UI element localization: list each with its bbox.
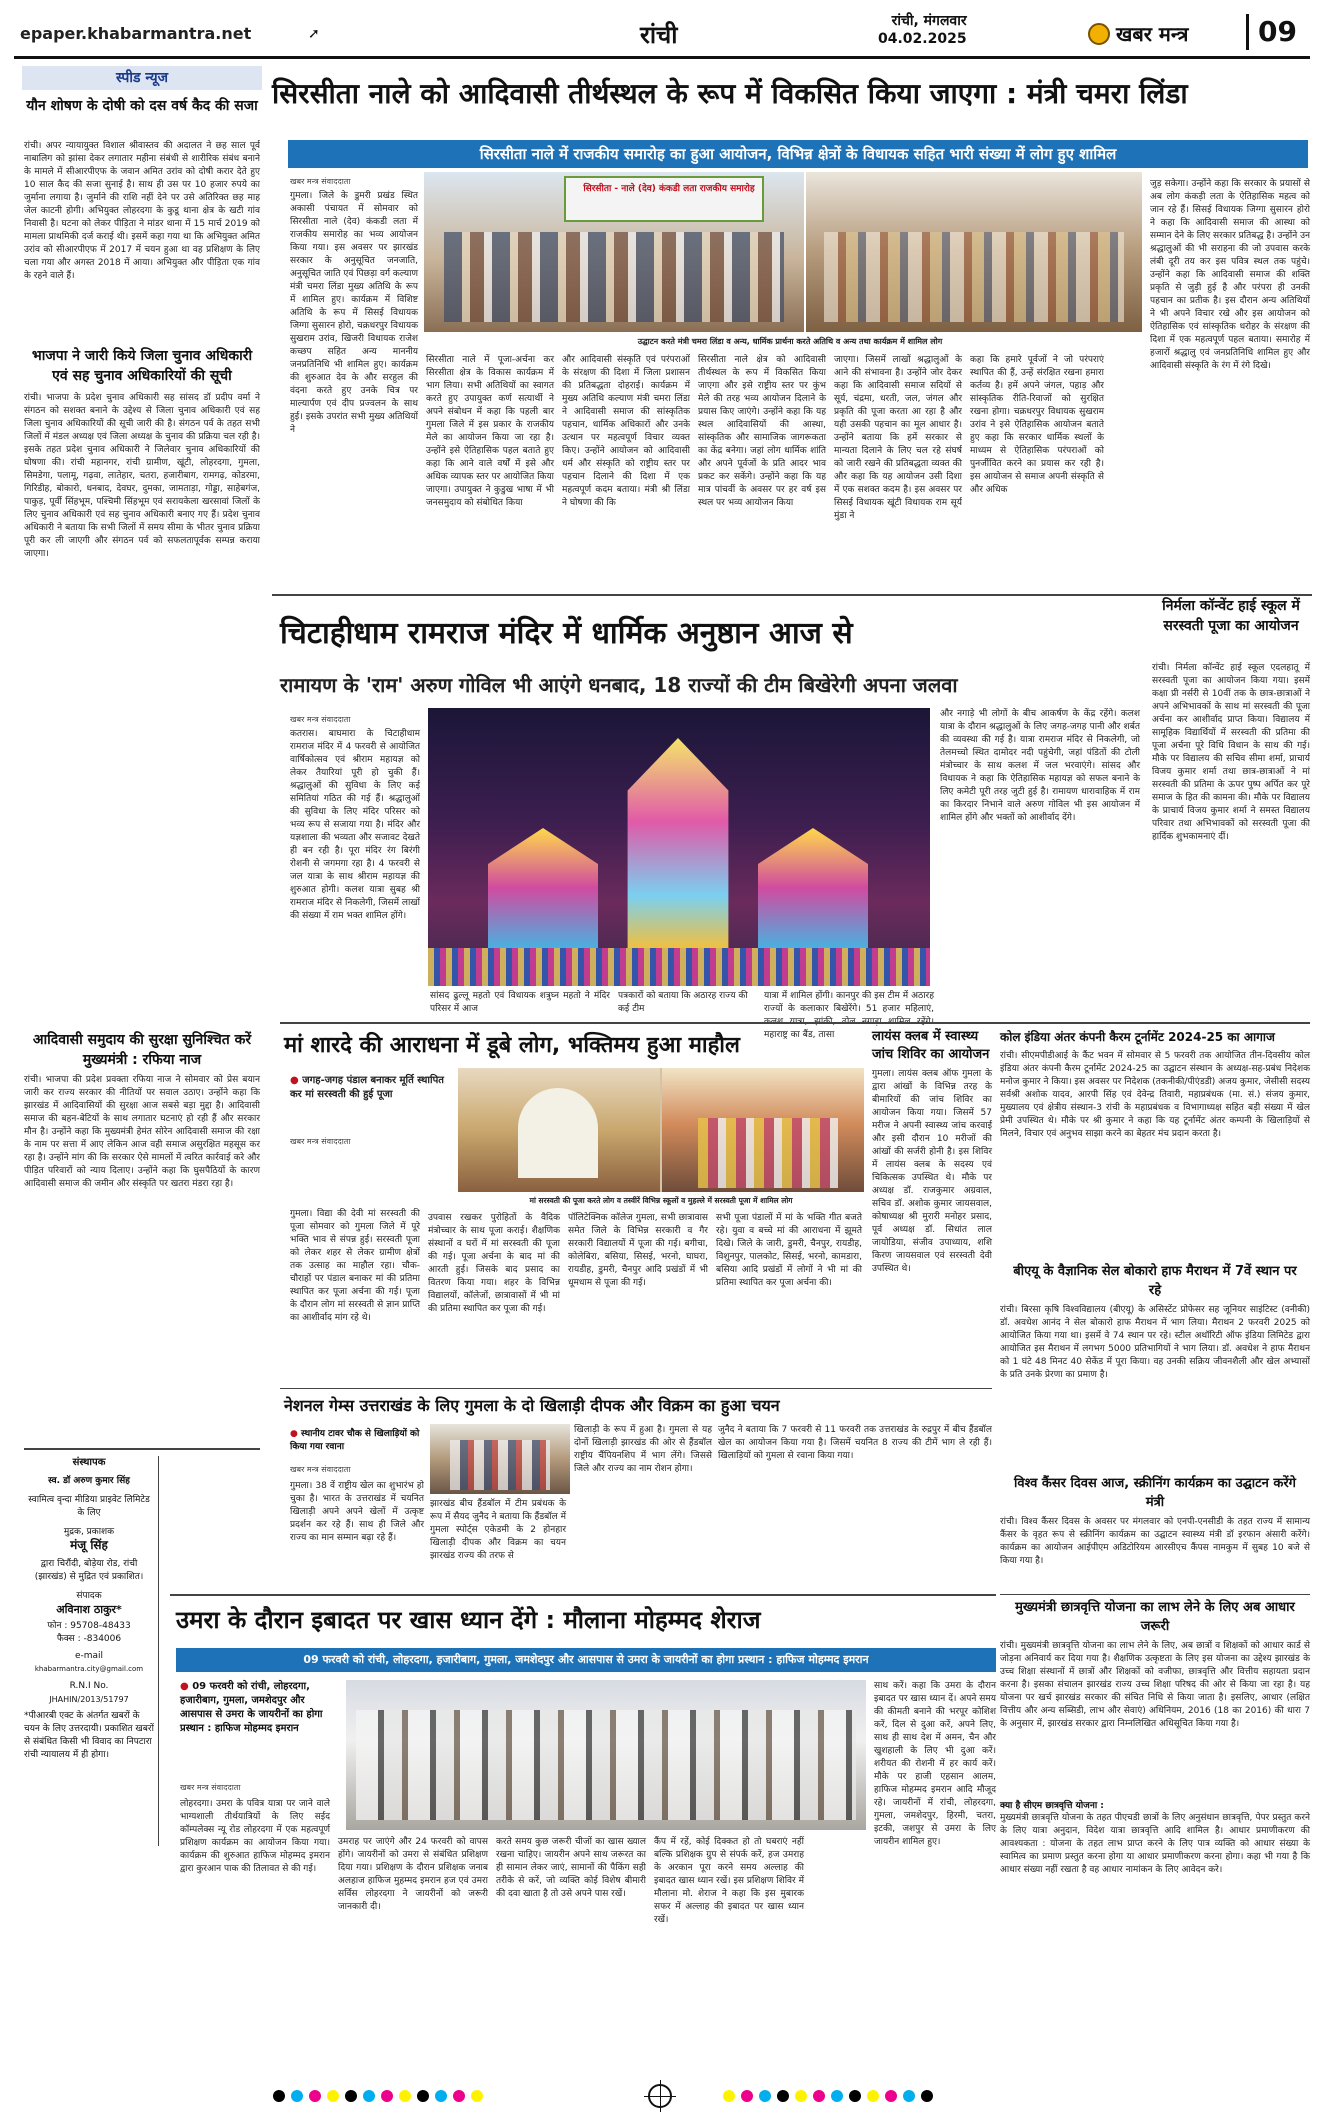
nirmala-body: रांची। निर्मला कॉन्वेंट हाई स्कूल एदलहातू में सरस्वती पूजा का आयोजन किया गया। इसमें कक्षा प्री नर्सरी से 10वीं तक के छात्र-छात्राओं ने अपने अभिभावकों के साथ मां सरस्वती की पूजा अर्चना कर आशीर्वाद प्राप्त किया। विद्यालय में सामूहिक विद्यार्थियों में सरस्वती की प्रतिमा की पूजा अर्चना पूरे विधि विधान के साथ की गई। मौके पर विद्यालय की सचिव सीमा शर्मा, प्राचार्य विजय कुमार शर्मा तथा छात्र-छात्राओं ने मां सरस्वती की प्रतिमा के ऊपर पुष्प अर्पित कर पूरे समाज के हित की कामना की। मौके पर विद्यालय के प्राचार्य विजय कुमार शर्मा ने समस्त विद्यालय परिवार तथा अभिभावकों को सरस्वती पूजा की हार्दिक शुभकामनाएं दीं।	[1152, 663, 1310, 842]
left-story2-body: रांची। भाजपा के प्रदेश चुनाव अधिकारी सह सांसद डॉ प्रदीप वर्मा ने संगठन को सशक्त बनाने के उद्देश्य से जिला चुनाव अधिकारी एवं सह जिला चुनाव अधिकारियों की सूची जारी की है। संगठन पर्व के तहत सभी जिलों में मंडल अध्यक्ष एवं जिला अध्यक्ष के चुनाव की प्रक्रिया चल रही है। इसके तहत प्रदेश चुनाव अधिकारी ने जिलेवार चुनाव अधिकारियों की घोषणा की। रांची महानगर, रांची ग्रामीण, खूंटी, लोहरदगा, गुमला, सिमडेगा, पलामू, गढ़वा, लातेहार, चतरा, हजारीबाग, रामगढ़, कोडरमा, गिरिडीह, बोकारो, धनबाद, देवघर, दुमका, जामताड़ा, गोड्डा, साहेबगंज, पाकुड़, पूर्वी सिंहभूम, पश्चिमी सिंहभूम एवं सरायकेला खरसावां जिलों के लिए चुनाव अधिकारी एवं सह चुनाव अधिकारी बनाए गए हैं। प्रदेश चुनाव अधिकारी ने बताया कि सभी जिलों में समय सीमा के भीतर चुनाव प्रक्रिया पूरी कर ली जाएगी और संगठन पर्व को सफलतापूर्वक सम्पन्न कराया जाएगा।	[24, 393, 260, 559]
scholar-top-rule	[1000, 1594, 1310, 1595]
maa-bullet-text: जगह-जगह पंडाल बनाकर मूर्ति स्थापित कर मां सरस्वती की हुई पूजा	[290, 1075, 444, 1100]
left-story1-title: यौन शोषण के दोषी को दस वर्ष कैद की सजा	[26, 98, 258, 114]
scholar-sub: क्या है सीएम छात्रवृत्ति योजना :	[1000, 1801, 1104, 1811]
brand-logo	[1088, 20, 1188, 47]
imprint-publisher-label: मुद्रक, प्रकाशक	[63, 1527, 115, 1537]
left-story3-body: रांची। भाजपा की प्रदेश प्रवक्ता रफिया नाज ने सोमवार को प्रेस बयान जारी कर राज्य सरकार की नीतियों पर सवाल उठाए। उन्होंने कहा कि झारखंड में आदिवासियों की सुरक्षा आज सबसे बड़ा मुद्दा है। आदिवासी समाज की बहन-बेटियों के साथ लगातार घटनाएं हो रही हैं और सरकार मौन है। उन्होंने कहा कि मुख्यमंत्री हेमंत सोरेन आदिवासी समाज की रक्षा के नाम पर सत्ता में आए लेकिन आज वही समाज असुरक्षित महसूस कर रहा है। उन्होंने मांग की कि सरकार ऐसे मामलों में त्वरित कार्रवाई करे और पीड़ित परिवारों को न्याय दिलाए। उन्होंने कहा कि घुसपैठियों के कारण आदिवासी समाज की जमीन और संस्कृति पर खतरा मंडरा रहा है।	[24, 1075, 260, 1189]
sirsita-photo	[424, 172, 1142, 332]
header-rule	[14, 56, 1310, 59]
chita-col3: यात्रा में शामिल होंगी। कानपुर की इस टीम में अठारह राज्यों के कलाकार बिखेरेंगे। 51 हजार महिलाएं, महाराष्ट्र का बैंड, तासा	[764, 991, 934, 1040]
scholar-body2: मुख्यमंत्री छात्रवृत्ति योजना के तहत पीएचडी छात्रों के लिए अनुसंधान छात्रवृत्ति, पेपर प्रस्तुत करने के लिए यात्रा अनुदान, विदेश यात्रा छात्रवृत्ति आदि शामिल है। आधार प्रमाणीकरण की आवश्यकता : योजना के तहत लाभ प्राप्त करने के लिए पात्र व्यक्ति को आधार संख्या के स्वामित्व का प्रमाण प्रस्तुत करना होगा या आधार प्रमाणीकरण करना होगा। कहा भी गया है कि आधार संख्या नहीं रखता है वह आधार नामांकन के लिए आवेदन करे।	[1000, 1813, 1310, 1875]
maa-col4: सभी पूजा पंडालों में मां के भक्ति गीत बजते रहे। युवा व बच्चे मां की आराधना में झूमते दिखे। जिले के जारी, डुमरी, चैनपुर, रायडीह, विशुनपुर, पालकोट, सिसई, भरनो, कामडारा, बसिया आदि प्रखंडों में लोगों ने भी मां की प्रतिमा स्थापित कर पूजा अर्चना की।	[716, 1213, 862, 1288]
national-col3: खिलाड़ी के रूप में हुआ है। गुमला से यह दोनों खिलाड़ी झारखंड की ओर से हैंडबॉल राष्ट्रीय चैंपियनशिप में भाग लेंगे। जिससे जिले और राज्य का नाम रोशन होगा।	[574, 1425, 712, 1474]
brand-name: खबर मन्त्र	[1116, 22, 1189, 46]
maa-col3: पॉलिटेक्निक कॉलेज गुमला, सभी छात्रावास समेत जिले के विभिन्न सरकारी व गैर सरकारी विद्यालयों में पूजा की गई। बगीचा, कोलेबिरा, बसिया, सिसई, भरनो, घाघरा, रायडीह, डुमरी, चैनपुर आदि प्रखंडों में भी धूमधाम से पूजा की गई।	[568, 1213, 708, 1288]
sirsita-col7: जुड़ सकेगा। उन्होंने कहा कि सरकार के प्रयासों से अब लोग कंकड़ी लता के ऐतिहासिक महत्व को जान रहे हैं। सिसई विधायक जिग्गा सुसारन होरो ने कहा कि आदिवासी समाज की आस्था को सम्मान देने के लिए सरकार प्रतिबद्ध है। उन्होंने उन श्रद्धालुओं की भी सराहना की जो उपवास करके लंबी दूरी तय कर इस पवित्र स्थल तक पहुंचे। उन्होंने कहा कि आदिवासी समाज की शक्ति प्रकृति से जुड़ी हुई है और परंपरा ही उनकी पहचान का प्रतीक है। इस दौरान अन्य अतिथियों ने भी अपने विचार रखे और इस आयोजन को ऐतिहासिक एवं सांस्कृतिक धरोहर के संरक्षण की दिशा में एक महत्वपूर्ण पहल बताया। समारोह में हजारों श्रद्धालु एवं जनप्रतिनिधि शामिल हुए और आदिवासी संस्कृति के रंग में रंगे दिखे।	[1150, 179, 1310, 371]
national-photo	[430, 1424, 570, 1494]
chita-col4: और नगाड़े भी लोगों के बीच आकर्षण के केंद्र रहेंगे। कलश यात्रा के दौरान श्रद्धालुओं के लिए जगह-जगह पानी और शर्बत की व्यवस्था की गई है। यात्रा रामराज मंदिर से निकलेगी, जो तेलमच्चो स्थित दामोदर नदी पहुंचेगी, जहां पंडितों की टोली मंत्रोच्चार के साथ कलश में जल भरवाएंगे। सांसद और विधायक ने कहा कि ऐतिहासिक महायज्ञ को सफल बनाने के लिए कमेटी पूरी तरह जुटी हुई है। रामायण धारावाहिक में राम का किरदार निभाने वाले अरुण गोविल भी इस आयोजन में शामिल होंगे और भक्तों को आशीर्वाद देंगे।	[940, 709, 1140, 823]
sirsita-col6: कहा कि हमारे पूर्वजों ने जो परंपराएं स्थापित की हैं, उन्हें संरक्षित रखना हमारा कर्तव्य है। हमें अपने जंगल, पहाड़ और सांस्कृतिक रीति-रिवाजों को सुरक्षित रखना होगा। चक्रधरपुर विधायक सुखराम उरांव ने इसे ऐतिहासिक आयोजन बताते हुए कहा कि सरकार धार्मिक स्थलों के माध्यम से ऐतिहासिक परंपराओं को पुनर्जीवित करने का प्रयास कर रही है। इस आयोजन से समाज अपनी संस्कृति से और अधिक	[970, 355, 1104, 495]
sirsita-headline: सिरसीता नाले को आदिवासी तीर्थस्थल के रूप में विकसित किया जाएगा : मंत्री चमरा लिंडा	[272, 77, 1188, 110]
logo-icon	[1088, 23, 1110, 45]
imprint-founder: स्व. डॉ अरुण कुमार सिंह	[48, 1476, 130, 1486]
page-header	[0, 0, 1324, 58]
umra-byline: खबर मन्त्र संवाददाता	[180, 1783, 241, 1792]
imprint-publisher-name: मंजू सिंह	[70, 1538, 108, 1552]
bau-body: रांची। बिरसा कृषि विश्वविद्यालय (बीएयू) के असिस्टेंट प्रोफेसर सह जूनियर साइंटिस्ट (वनीकी) डॉ. अवधेश आनंद ने सेल बोकारो हाफ मैराथन में भाग लिया। मैराथन 2 फरवरी 2025 को आयोजित किया गया था। इसमें वे 74 स्थान पर रहे। स्टील अथॉरिटी ऑफ इंडिया लिमिटेड द्वारा आयोजित इस मैराथन में लगभग 5000 प्रतिभागियों ने भाग लिया। डॉ. अवधेश ने हाफ मैराथन को 1 घंटे 48 मिनट 40 सेकेंड में पूरा किया। वह उनकी सक्रिय जीवनशैली और खेल अभ्यासों के प्रति उनके प्रेरणा का प्रमाण है।	[1000, 1305, 1310, 1380]
imprint-owner: स्वामित्व वृन्दा मीडिया प्राइवेट लिमिटेड के लिए	[28, 1495, 150, 1518]
national-top-rule	[280, 1388, 992, 1389]
imprint-rni: JHAHIN/2013/51797	[49, 1695, 129, 1704]
umra-top-rule	[170, 1594, 996, 1596]
chita-caption: पत्रकारों को बताया कि अठारह राज्य की कई टीम	[618, 991, 748, 1014]
left-divider	[24, 1448, 260, 1450]
imprint-email-label: e-mail	[74, 1651, 104, 1661]
maa-caption: मां सरस्वती की पूजा करते लोग व तस्वीरें विभिन्न स्कूलों व मुहल्ले में सरस्वती पूजा में शामिल लोग	[529, 1196, 793, 1205]
bau-headline: बीएयू के वैज्ञानिक सेल बोकारो हाफ मैराथन में 7वें स्थान पर रहे	[1013, 1264, 1297, 1298]
chita-bottom-rule	[280, 1022, 1310, 1024]
sirsita-col4: सिरसीता नाले क्षेत्र को आदिवासी तीर्थस्थल के रूप में विकसित किया जाएगा और इसे राष्ट्रीय स्तर पर कुंभ मेले की तरह भव्य आयोजन दिलाने के प्रयास किए जाएंगे। उन्होंने कहा कि यह स्थल आदिवासियों की आस्था, सांस्कृतिक और सामाजिक जागरूकता का केंद्र बनेगा। जहां लोग धार्मिक शांति और अपने पूर्वजों के प्रति आदर भाव प्रकट कर सकेंगे। उन्होंने कहा कि यह मात्र पांचवीं के अवसर पर हर वर्ष इस स्थल पर भव्य आयोजन किया	[698, 355, 826, 508]
national-bullet-text: स्थानीय टावर चौक से खिलाड़ियों को किया गया रवाना	[290, 1429, 420, 1452]
header-site-url[interactable]: epaper.khabarmantra.net	[20, 24, 252, 43]
imprint-box	[24, 1456, 154, 1846]
umra-col5: साथ करें। कहा कि उमरा के दौरान इबादत पर खास ध्यान दें। अपने समय की कीमती बनाने की भरपूर कोशिश करें, दिल से दुआ करें, अपने लिए, साथ ही साथ देश में अमन, चैन और खुशहाली के लिए भी दुआ करें। शरीयत की रोशनी में हर कार्य करें। मौके पर हाजी एहसान आलम, हाफिज मोहम्मद इमरान आदि मौजूद रहे। जायरीनों में रांची, लोहरदगा, गुमला, जमशेदपुर, हिरमी, चतरा, इटकी, जशपुर से उमरा के लिए जायरीन शामिल हुए।	[874, 1681, 996, 1847]
speed-news-tag: स्पीड न्यूज	[22, 66, 262, 90]
umra-headline: उमरा के दौरान इबादत पर खास ध्यान देंगे : मौलाना मोहम्मद शेराज	[176, 1606, 761, 1634]
maa-col1: गुमला। विद्या की देवी मां सरस्वती की पूजा सोमवार को गुमला जिले में पूरे भक्ति भाव से संपन्न हुई। सरस्वती पूजा को लेकर शहर से लेकर ग्रामीण क्षेत्रों तक उत्साह का माहौल रहा। चौक-चौराहों पर पंडाल बनाकर मां की प्रतिमा स्थापित कर पूजा अर्चना की गई। पूजा के दौरान लोग मां सरस्वती से ज्ञान प्राप्ति का आशीर्वाद मांग रहे थे।	[290, 1209, 420, 1323]
umra-col2: उमराह पर जाएंगे और 24 फरवरी को वापस होंगे। जायरीनों को उमरा से संबंधित प्रशिक्षण दिया गया। प्रशिक्षण के दौरान प्रशिक्षक जनाब अलहाज हाफिज मुहम्मद इमरान हज एवं उमरा सर्विस लोहरदगा ने जायरीनों को जरूरी जानकारी दी।	[338, 1837, 488, 1912]
imprint-phone: फोन : 95708-48433	[47, 1621, 131, 1631]
maa-col2: उपवास रखकर पुरोहितों के वैदिक मंत्रोच्चार के साथ पूजा कराई। शैक्षणिक संस्थानों व घरों में मां सरस्वती की पूजा की गई। पूजा अर्चना के बाद मां की आरती हुई। जिसके बाद प्रसाद का वितरण किया गया। शहर के विभिन्न विद्यालयों, कॉलेजों, छात्रावासों में भी मां की प्रतिमा स्थापित कर पूजा की गई।	[428, 1213, 560, 1314]
lions-body: गुमला। लायंस क्लब ऑफ गुमला के द्वारा आंखों के विभिन्न तरह के बीमारियों की जांच शिविर का आयोजन किया गया। जिसमें 57 मरीज ने अपनी स्वास्थ्य जांच करवाई और इसी दौरान 10 मरीजों की आंखों की सर्जरी होनी है। इस शिविर में लायंस क्लब के सदस्य एवं चिकित्सक उपस्थित थे। मौके पर अध्यक्ष डॉ. राजकुमार अग्रवाल, सचिव डॉ. अशोक कुमार जायसवाल, कोषाध्यक्ष श्री मुरारी मनोहर प्रसाद, पूर्व अध्यक्ष डॉ. सिधांत लाल जायोडिया, संजीव उपाध्याय, शशि किरण जायसवाल एवं सरस्वती देवी उपस्थित थे।	[872, 1069, 992, 1274]
header-date	[878, 12, 967, 48]
umra-bullet-text: 09 फरवरी को रांची, लोहरदगा, हजारीबाग, गुमला, जमशेदपुर और आसपास से उमरा के जायरीनों का होगा प्रस्थान : हाफिज मोहम्मद इमरान	[180, 1681, 323, 1734]
sirsita-banner: सिरसीता - नाले (देव) कंकडी लता राजकीय समारोह	[583, 184, 755, 194]
sirsita-subhead: सिरसीता नाले में राजकीय समारोह का हुआ आयोजन, विभिन्न क्षेत्रों के विधायक सहित भारी संख्या में लोग हुए शामिल	[288, 140, 1308, 168]
bullet-icon: ●	[290, 1429, 298, 1439]
scholar-body1: रांची। मुख्यमंत्री छात्रवृत्ति योजना का लाभ लेने के लिए, अब छात्रों व शिक्षकों को आधार कार्ड से जोड़ना अनिवार्य कर दिया गया है। शैक्षणिक उत्कृष्टता के लिए इस योजना का उद्देश्य झारखंड के उच्च शिक्षा संस्थानों में छात्रों और शिक्षकों को वजीफा, छात्रवृत्ति और वित्तीय सहायता प्रदान करना है। इसका संचालन झारखंड राज्य उच्च शिक्षा परिषद की ओर से किया जा रहा है। यह योजना पर खर्च झारखंड सरकार की संचित निधि से किया जाता है। इसलिए, आधार (लक्षित वित्तीय और अन्य सब्सिडी, लाभ और सेवाएं) अधिनियम, 2016 (18 का 2016) की धारा 7 के अनुसार में, झारखंड सरकार द्वारा निम्नलिखित अधिसूचित किया गया है।	[1000, 1641, 1310, 1729]
sirsita-byline: खबर मन्त्र संवाददाता	[290, 177, 351, 186]
chita-byline: खबर मन्त्र संवाददाता	[290, 715, 351, 724]
left-story3-title: आदिवासी समुदाय की सुरक्षा सुनिश्चित करें मुख्यमंत्री : रफिया नाज	[32, 1032, 252, 1068]
imprint-email[interactable]: khabarmantra.city@gmail.com	[34, 1665, 144, 1673]
header-city: रांची	[640, 21, 678, 49]
imprint-title: संस्थापक	[72, 1457, 106, 1468]
sirsita-col1: गुमला। जिले के डुमरी प्रखंड स्थित अकासी पंचायत में सोमवार को सिरसीता नाले (देव) कंकडी लता में राजकीय समारोह का भव्य आयोजन किया गया। इस अवसर पर झारखंड सरकार के अनुसूचित जनजाति, अनुसूचित जाति एवं पिछड़ा वर्ग कल्याण मंत्री चमरा लिंडा मुख्य अतिथि के रूप में शामिल हुए। कार्यक्रम में विशिष्ट अतिथि के रूप में सिसई विधायक जिग्गा सुसारन होरो, चक्रधरपुर विधायक सुखराम उरांव, खिजरी विधायक राजेश कच्छप सहित अन्य माननीय जनप्रतिनिधि भी शामिल हुए। कार्यक्रम की शुरुआत देव के और सरहुल की वंदना करते हुए उनके चित्र पर माल्यार्पण एवं दीप प्रज्वलन के साथ हुई। इसके उपरांत सभी मुख्य अतिथियों ने	[290, 191, 418, 435]
national-col4: जुनैद ने बताया कि 7 फरवरी से 11 फरवरी तक उत्तराखंड के रुद्रपुर में बीच हैंडबॉल खेल का आयोजन किया गया है। जिसमें चयनित 8 राज्य की टीमें भाग ले रही हैं। खिलाड़ियों को गुमला से रवाना किया गया।	[718, 1425, 992, 1461]
maa-bullet	[290, 1074, 450, 1102]
scholar-headline: मुख्यमंत्री छात्रवृत्ति योजना का लाभ लेने के लिए अब आधार जरूरी	[1015, 1600, 1295, 1634]
imprint-editor-label: संपादक	[76, 1591, 102, 1601]
imprint-fax: फैक्स : -834006	[56, 1634, 122, 1644]
national-bullet	[290, 1428, 424, 1454]
page-number: 09	[1246, 14, 1306, 50]
coal-body: रांची। सीएमपीडीआई के कैंट भवन में सोमवार से 5 फरवरी तक आयोजित तीन-दिवसीय कोल इंडिया अंतर कंपनी कैरम टूर्नामेंट 2024-25 का उद्घाटन संस्थान के अध्यक्ष-सह-प्रबंध निदेशक मनोज कुमार ने किया। इस अवसर पर निदेशक (तकनीकी/पीएंडडी) अजय कुमार, जेसीसी सदस्य सर्वश्री अशोक यादव, आरपी सिंह एवं देवेन्द्र तिवारी, महाप्रबंधक (मा. सं.) संजय कुमार, मुख्यालय एवं क्षेत्रीय संस्थान-3 रांची के महाप्रबंधक व विभागाध्यक्ष सहित बड़ी संख्या में खेल प्रेमी उपस्थित थे। मौके पर श्री कुमार ने कहा कि यह टूर्नामेंट अंतर कम्पनी के खिलाड़ियों से मिलने, विचार एवं अनुभव साझा करने का बेहतर मंच प्रदान करता है।	[1000, 1051, 1310, 1139]
chita-headline: चिटाहीधाम रामराज मंदिर में धार्मिक अनुष्ठान आज से	[280, 616, 853, 651]
coal-headline: कोल इंडिया अंतर कंपनी कैरम टूर्नामेंट 2024-25 का आगाज	[1000, 1030, 1275, 1044]
left-story2-title: भाजपा ने जारी किये जिला चुनाव अधिकारी एवं सह चुनाव अधिकारियों की सूची	[31, 348, 253, 384]
national-headline: नेशनल गेम्स उत्तराखंड के लिए गुमला के दो खिलाड़ी दीपक और विक्रम का हुआ चयन	[284, 1396, 780, 1415]
footer-color-bar	[0, 2080, 1324, 2120]
cancer-headline: विश्व कैंसर दिवस आज, स्क्रीनिंग कार्यक्रम का उद्घाटन करेंगे मंत्री	[1014, 1476, 1296, 1510]
imprint-note: *पीआरबी एक्ट के अंतर्गत खबरों के चयन के लिए उत्तरदायी। प्रकाशित खबरों से संबंधित किसी भी विवाद का निपटारा रांची न्यायालय में ही होगा।	[24, 1711, 154, 1760]
sirsita-col3: और आदिवासी संस्कृति एवं परंपराओं के संरक्षण की दिशा में जिला प्रशासन की प्रतिबद्धता दोहराई। कार्यक्रम में मुख्य अतिथि कल्याण मंत्री चमरा लिंडा ने आदिवासी समाज की सांस्कृतिक पहचान, धार्मिक अधिकारों और उनके उत्थान पर महत्वपूर्ण विचार व्यक्त किए। उन्होंने आयोजन को आदिवासी धर्म और संस्कृति को राष्ट्रीय स्तर पर पहचान दिलाने की दिशा में एक महत्वपूर्ण कदम बताया। मंत्री श्री लिंडा ने घोषणा की कि	[562, 355, 690, 508]
bullet-icon: ●	[290, 1075, 299, 1086]
imprint-editor-name: अविनाश ठाकुर*	[56, 1603, 122, 1616]
chita-col1: कतरास। बाघमारा के चिटाहीधाम रामराज मंदिर में 4 फरवरी से आयोजित वार्षिकोत्सव एवं श्रीराम महायज्ञ को लेकर तैयारियां पूरी हो चुकी हैं। श्रद्धालुओं की सुविधा के लिए कई समितियां गठित की गई हैं। श्रद्धालुओं की सुविधा के लिए मंदिर परिसर को भव्य रूप से सजाया गया है। मंदिर और यज्ञशाला की भव्यता और सजावट देखते ही बन रही है। पूरा मंदिर रंग बिरंगी रोशनी से जगमगा रहा है। 4 फरवरी से जल यात्रा के साथ श्रीराम महायज्ञ की शुरुआत होगी। कलश यात्रा सुबह श्री रामराज मंदिर से निकलेगी, जिसमें लाखों की संख्या में राम भक्त शामिल होंगे।	[290, 729, 420, 921]
umra-subhead: 09 फरवरी को रांची, लोहरदगा, हजारीबाग, गुमला, जमशेदपुर और आसपास से उमरा के जायरीनों का होगा प्रस्थान : हाफिज मोहम्मद इमरान	[176, 1648, 996, 1672]
nirmala-headline: निर्मला कॉन्वेंट हाई स्कूल में सरस्वती पूजा का आयोजन	[1162, 598, 1300, 634]
left-story1-body: रांची। अपर न्यायायुक्त विशाल श्रीवास्तव की अदालत ने छह साल पूर्व नाबालिग को झांसा देकर लगातार महीना संबंधी से शारीरिक संबंध बनाने के मामले में सीआरपीएफ के जवान अमित उरांव को दोषी करार देते हुए 10 साल कैद की सजा सुनाई है। साथ ही उस पर 10 हजार रुपये का जुर्माना लगाया है। जुर्माने की राशि नहीं देने पर उसे अतिरिक्त छह माह जेल काटनी होगी। अभियुक्त लोहरदगा के कुडू थाना क्षेत्र के खटी गांव निवासी है। घटना को लेकर पीड़िता ने मांडर थाना में 15 मार्च 2019 को मामला प्राथमिकी दर्ज कराई थी। इसमें कहा गया था कि अभियुक्त अमित उरांव को सीआरपीएफ में 2017 में चयन हुआ था वह प्रशिक्षण के लिए चला गया और अगस्त 2018 में आया। अभियुक्त और पीड़िता एक गांव के रहने वाले हैं।	[24, 141, 260, 281]
national-col1: गुमला। 38 वें राष्ट्रीय खेल का शुभारंभ हो चुका है। भारत के उत्तराखंड में चयनित खिलाड़ी अपने अपने खेलों में उत्कृष्ट प्रदर्शन कर रहे हैं। साथ ही जिले और राज्य का मान सम्मान बढ़ा रहे हैं।	[290, 1481, 424, 1543]
umra-col4: कैंप में रहें, कोई दिक्कत हो तो घबराएं नहीं बल्कि प्रशिक्षक ग्रुप से संपर्क करें, हज उमराह के अरकान पूरा करने समय अल्लाह की इबादत खास ध्यान रखें। इस प्रशिक्षण शिविर में मौलाना मो. शेराज ने कहा कि इस मुबारक सफर में अल्लाह की इबादत पर खास ध्यान रखें।	[654, 1837, 804, 1925]
bullet-icon: ●	[180, 1681, 189, 1692]
umra-col1: लोहरदगा। उमरा के पवित्र यात्रा पर जाने वाले भाग्यशाली तीर्थयात्रियों के लिए सईद कॉम्पलेक्स न्यू रोड लोहरदगा में एक महत्वपूर्ण प्रशिक्षण कार्यक्रम का आयोजन किया गया। कार्यक्रम की शुरुआत हाफिज मोहम्मद इमरान द्वारा कुरआन पाक की तिलावत से की गई।	[180, 1799, 330, 1874]
maa-photo	[458, 1068, 864, 1192]
date-line2: 04.02.2025	[878, 31, 967, 47]
national-byline: खबर मन्त्र संवाददाता	[290, 1465, 351, 1474]
umra-bullet	[180, 1680, 340, 1736]
chita-subhead: रामायण के 'राम' अरुण गोविल भी आएंगे धनबाद, 18 राज्यों की टीम बिखेरेगी अपना जलवा	[280, 673, 958, 697]
maa-headline: मां शारदे की आराधना में डूबे लोग, भक्तिमय हुआ माहौल	[284, 1033, 740, 1058]
umra-col3: करते समय कुछ जरूरी चीजों का खास ख्याल रखना चाहिए। जायरीन अपने साथ जरूरत का ही सामान लेकर जाएं, सामानों की पैकिंग सही तरीके से करें, जो व्यक्ति कोई विशेष बीमारी की दवा खाता है तो उसे अपने पास रखें।	[496, 1837, 646, 1899]
cursor-icon: ➚	[308, 26, 320, 42]
maa-byline: खबर मन्त्र संवाददाता	[290, 1137, 351, 1146]
chita-temple-photo	[428, 708, 930, 986]
umra-photo	[346, 1680, 866, 1830]
imprint-rni-label: R.N.I No.	[69, 1681, 109, 1691]
chita-col2: सांसद ढुल्लू महतो एवं विधायक शत्रुघ्न महतो ने मंदिर परिसर में आज	[430, 991, 610, 1014]
national-col2: झारखंड बीच हैंडबॉल में टीम प्रबंधक के रूप में सैयद जुनैद ने बताया कि हैंडबॉल में गुमला स्पोर्ट्स एकेडमी के 2 होनहार खिलाड़ी दीपक और विक्रम का चयन झारखंड राज्य की तरफ से	[430, 1499, 566, 1561]
imprint-vertical-rule	[158, 1456, 159, 1846]
cancer-body: रांची। विश्व कैंसर दिवस के अवसर पर मंगलवार को एनपी-एनसीडी के तहत राज्य में सामान्य कैंसर के वृहत रूप से स्क्रीनिंग कार्यक्रम का उद्घाटन स्वास्थ्य मंत्री डॉ इरफान अंसारी करेंगे। कार्यक्रम का आयोजन आईपीएम अडिटोरियम आरसीएच कैंपस नामकुम में सुबह 10 बजे से किया गया है।	[1000, 1517, 1310, 1566]
sirsita-col5: जाएगा। जिसमें लाखों श्रद्धालुओं के आने की संभावना है। उन्होंने जोर देकर कहा कि आदिवासी समाज सदियों से सूर्य, चंद्रमा, धरती, जल, जंगल और प्रकृति की पूजा करता आ रहा है और यही उसकी पहचान का मूल आधार है। उन्होंने बताया कि हमें सरकार से मान्यता दिलाने के लिए चल रहे संघर्ष को जारी रखने की प्रतिबद्धता व्यक्त की और कहा कि यह आयोजन उसी दिशा में एक सशक्त कदम है। इस अवसर पर सिसई विधायक खूंटी विधायक राम सूर्य मुंडा ने	[834, 355, 962, 521]
sirsita-caption: उद्घाटन करते मंत्री चमरा लिंडा व अन्य, धार्मिक प्रार्थना करते अतिथि व अन्य तथा कार्यक्रम में शामिल लोग	[637, 337, 943, 346]
lions-headline: लायंस क्लब में स्वास्थ्य जांच शिविर का आयोजन	[872, 1029, 990, 1062]
date-line1: रांची, मंगलवार	[891, 13, 967, 29]
registration-mark-icon	[648, 2084, 672, 2108]
imprint-address: द्वारा चिरौंदी, बोड़ेया रोड, रांची (झारखंड) से मुद्रित एवं प्रकाशित।	[34, 1559, 144, 1582]
sirsita-col2: सिरसीता नाले में पूजा-अर्चना कर सिरसीता क्षेत्र के विकास कार्यक्रम में भाग लिया। सभी अतिथियों का स्वागत करते हुए उपायुक्त कर्ण सत्यार्थी ने अपने संबोधन में कहा कि पहली बार गुमला जिले में इस प्रकार के राजकीय मेले का आयोजन किया जा रहा है। उन्होंने इसे ऐतिहासिक पहल बताते हुए कहा कि आने वाले वर्षों में इसे और अधिक व्यापक स्तर पर आयोजित किया जाएगा। उपायुक्त ने कुडुख भाषा में भी जनसमुदाय को संबोधित किया	[426, 355, 554, 508]
